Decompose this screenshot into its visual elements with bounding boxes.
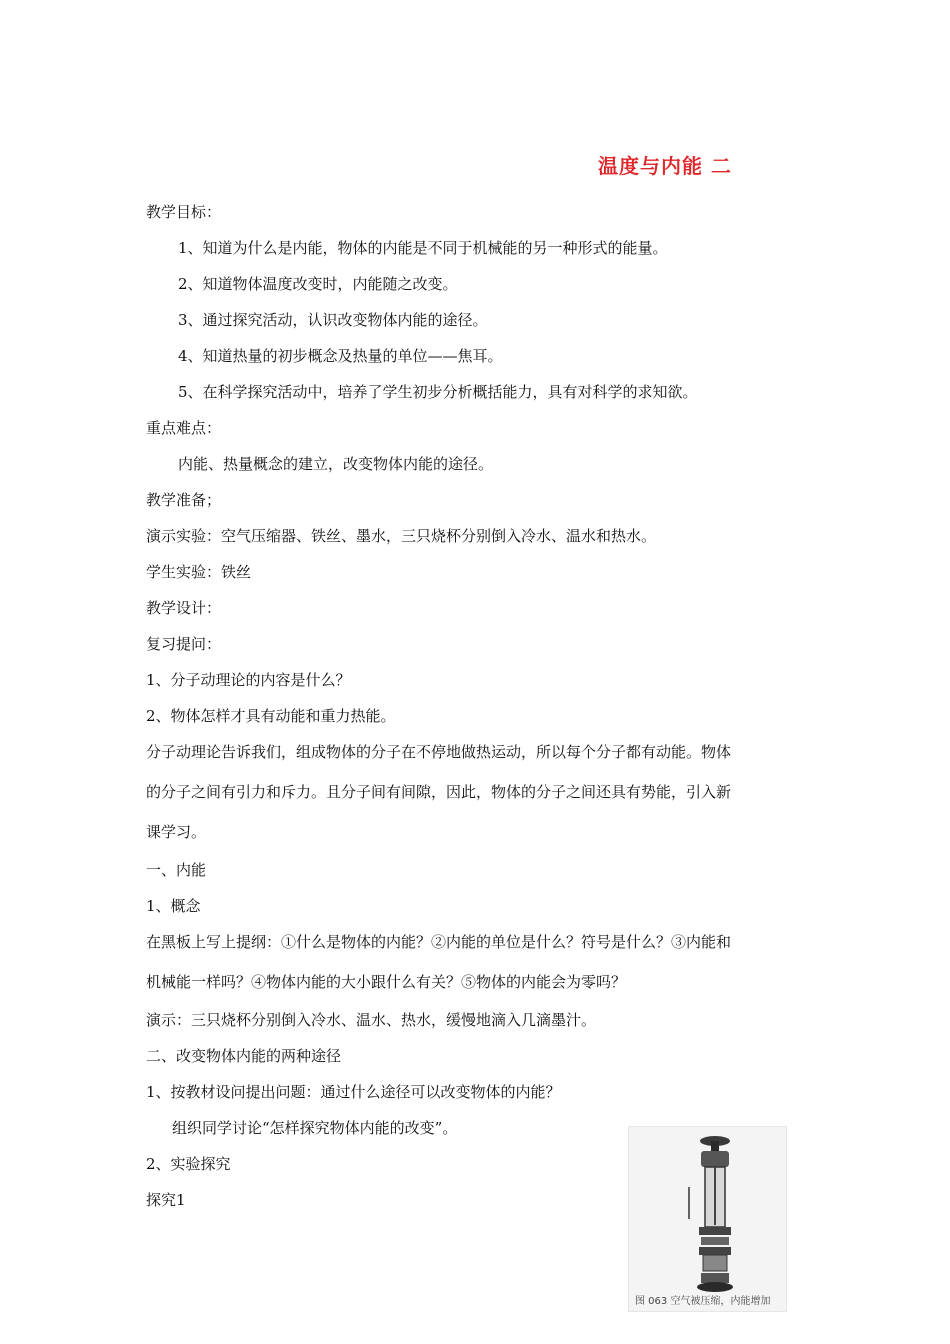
figure-caption: 图 063 空气被压缩，内能增加 [635, 1296, 771, 1307]
heading-design: 教学设计： [146, 599, 222, 617]
review-question-2: 2、物体怎样才具有动能和重力热能。 [146, 707, 396, 725]
goal-item-3: 3、通过探究活动，认识改变物体内能的途径。 [178, 311, 488, 329]
paragraph-line-1: 分子动理论告诉我们，组成物体的分子在不停地做热运动，所以每个分子都有动能。物体 [146, 743, 732, 761]
heading-review: 复习提问： [146, 635, 222, 653]
outline-line-1: 在黑板上写上提纲：①什么是物体的内能？②内能的单位是什么？符号是什么？③内能和 [146, 933, 732, 951]
goal-item-4: 4、知道热量的初步概念及热量的单位——焦耳。 [178, 347, 503, 365]
section-2-heading: 二、改变物体内能的两种途径 [146, 1047, 342, 1065]
discussion-line: 组织同学讨论“怎样探究物体内能的改变”。 [172, 1119, 458, 1137]
paragraph-line-3: 课学习。 [146, 823, 207, 841]
heading-goals: 教学目标： [146, 203, 222, 221]
review-question-1: 1、分子动理论的内容是什么？ [146, 671, 351, 689]
demo-line: 演示：三只烧杯分别倒入冷水、温水、热水，缓慢地滴入几滴墨汁。 [146, 1011, 597, 1029]
air-compressor-figure [628, 1126, 787, 1312]
goal-item-5: 5、在科学探究活动中，培养了学生初步分析概括能力，具有对科学的求知欲。 [178, 383, 698, 401]
goal-item-1: 1、知道为什么是内能，物体的内能是不同于机械能的另一种形式的能量。 [178, 239, 668, 257]
concept-heading: 1、概念 [146, 897, 201, 915]
heading-preparation: 教学准备； [146, 491, 222, 509]
key-points-text: 内能、热量概念的建立，改变物体内能的途径。 [178, 455, 494, 473]
student-experiment: 学生实验：铁丝 [146, 563, 252, 581]
document-title: 温度与内能 二 [598, 154, 732, 178]
demo-experiment: 演示实验：空气压缩器、铁丝、墨水，三只烧杯分别倒入冷水、温水和热水。 [146, 527, 657, 545]
outline-line-2: 机械能一样吗？④物体内能的大小跟什么有关？⑤物体的内能会为零吗？ [146, 973, 627, 991]
heading-key-points: 重点难点： [146, 419, 222, 437]
paragraph-line-2: 的分子之间有引力和斥力。且分子间有间隙，因此，物体的分子之间还具有势能，引入新 [146, 783, 732, 801]
air-compressor-illustration [629, 1127, 786, 1311]
experiment-heading: 2、实验探究 [146, 1155, 231, 1173]
goal-item-2: 2、知道物体温度改变时，内能随之改变。 [178, 275, 458, 293]
exploration-1: 探究1 [146, 1191, 186, 1209]
section-1-heading: 一、内能 [146, 861, 207, 879]
question-line: 1、按教材设问提出问题：通过什么途径可以改变物体的内能？ [146, 1083, 561, 1101]
